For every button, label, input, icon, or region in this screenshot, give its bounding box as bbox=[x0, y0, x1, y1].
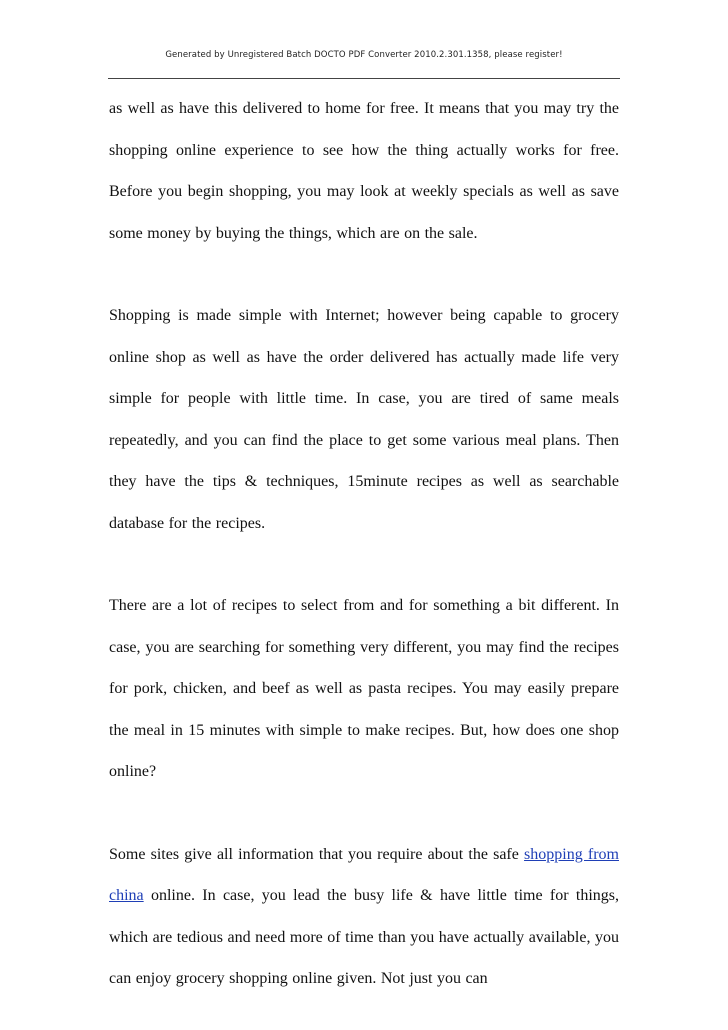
converter-header: Generated by Unregistered Batch DOCTO PDF Converter 2010.2.301.1358, please register! bbox=[165, 50, 563, 60]
header-divider bbox=[108, 78, 620, 79]
paragraph-3: There are a lot of recipes to select from and for something a bit different. In case, you are searching for something very different, you may find the recipes for pork, chicken, and beef as well as pasta recipes. You may easily prepare the meal in 15 minutes with simple to make recipes. But, how does one shop online? bbox=[109, 597, 619, 780]
paragraph-1: as well as have this delivered to home for free. It means that you may try the shopping online experience to see how the thing actually works for free. Before you begin shopping, you may look at weekly specials as well as save some money by buying the things, which are on the sale. bbox=[109, 100, 619, 242]
shopping-from-china-link[interactable]: shopping from china bbox=[109, 845, 619, 904]
paragraph-4-text-start: Some sites give all information that you require about the safe bbox=[109, 845, 525, 863]
document-body bbox=[109, 88, 619, 1000]
paragraph-2: Shopping is made simple with Internet; however being capable to grocery online shop as well as have the order delivered has actually made life very simple for people with little time. In case, you are tired of same meals repeatedly, and you can find the place to get some various meal plans. Then they have the tips & techniques, 15minute recipes as well as searchable database for the recipes. bbox=[109, 307, 619, 532]
paragraph-4 bbox=[109, 834, 619, 1000]
paragraph-4-text-end: online. In case, you lead the busy life & have little time for things, which are tedious and need more of time than you have actually available, you can enjoy grocery shopping online given. Not just you can bbox=[109, 887, 619, 987]
